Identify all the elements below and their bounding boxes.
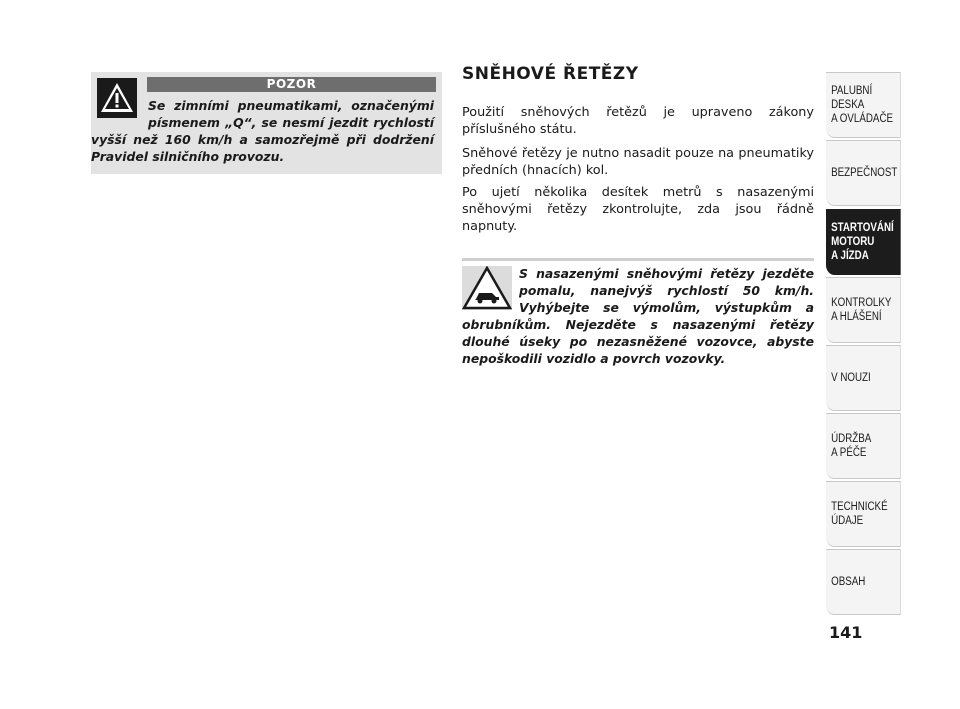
- tab-label: KONTROLKY A HLÁŠENÍ: [831, 297, 892, 323]
- paragraph-1: Použití sněhových řetězů je upraveno zákony příslušného státu.: [462, 105, 814, 137]
- tab-startovani-motoru[interactable]: [826, 209, 901, 275]
- paragraph-3: Po ujetí několika desítek metrů s nasazenými sněhovými řetězy zkontrolujte, zda jsou řádně napnuty.: [462, 185, 814, 234]
- tab-label: PALUBNÍ DESKA A OVLÁDAČE: [831, 85, 894, 125]
- tab-udrzba[interactable]: [826, 413, 901, 479]
- tab-v-nouzi[interactable]: [826, 345, 901, 411]
- tab-label: BEZPEČNOST: [831, 167, 898, 179]
- warning-header: POZOR: [147, 77, 436, 92]
- tab-label: ÚDRŽBA A PÉČE: [831, 433, 872, 459]
- warning-text-content: Se zimními pneumatikami, označenými písmenem „Q“, se nesmí jezdit rychlostí vyšší než 160 km/h a samozřejmě při dodržení Pravidel silničního provozu.: [91, 98, 434, 164]
- tab-obsah[interactable]: [826, 549, 901, 615]
- tab-kontrolky[interactable]: [826, 277, 901, 343]
- tab-label: TECHNICKÉ ÚDAJE: [831, 501, 888, 527]
- section-title: SNĚHOVÉ ŘETĚZY: [462, 64, 639, 84]
- note-text-content: S nasazenými sněhovými řetězy jezděte pomalu, nanejvýš rychlostí 50 km/h. Vyhýbejte se výmolům, výstupkům a obrubníkům. Nejezděte s nasazenými řetězy dlouhé úseky po nezasněžené vozovce, abyste nepoškodili vozidlo a povrch vozovky.: [462, 266, 814, 366]
- tab-bezpecnost[interactable]: [826, 140, 901, 206]
- tab-label: STARTOVÁNÍ MOTORU A JÍZDA: [831, 222, 894, 262]
- note-text: [462, 265, 814, 367]
- tab-label: OBSAH: [831, 576, 866, 588]
- warning-box: [91, 72, 442, 174]
- tab-label: V NOUZI: [831, 372, 871, 384]
- tab-technicke-udaje[interactable]: [826, 481, 901, 547]
- warning-text: [91, 97, 434, 165]
- page-number: 141: [829, 623, 863, 642]
- divider: [462, 258, 814, 261]
- tab-palubni-deska[interactable]: [826, 72, 901, 138]
- paragraph-2: Sněhové řetězy je nutno nasadit pouze na pneumatiky předních (hnacích) kol.: [462, 146, 814, 178]
